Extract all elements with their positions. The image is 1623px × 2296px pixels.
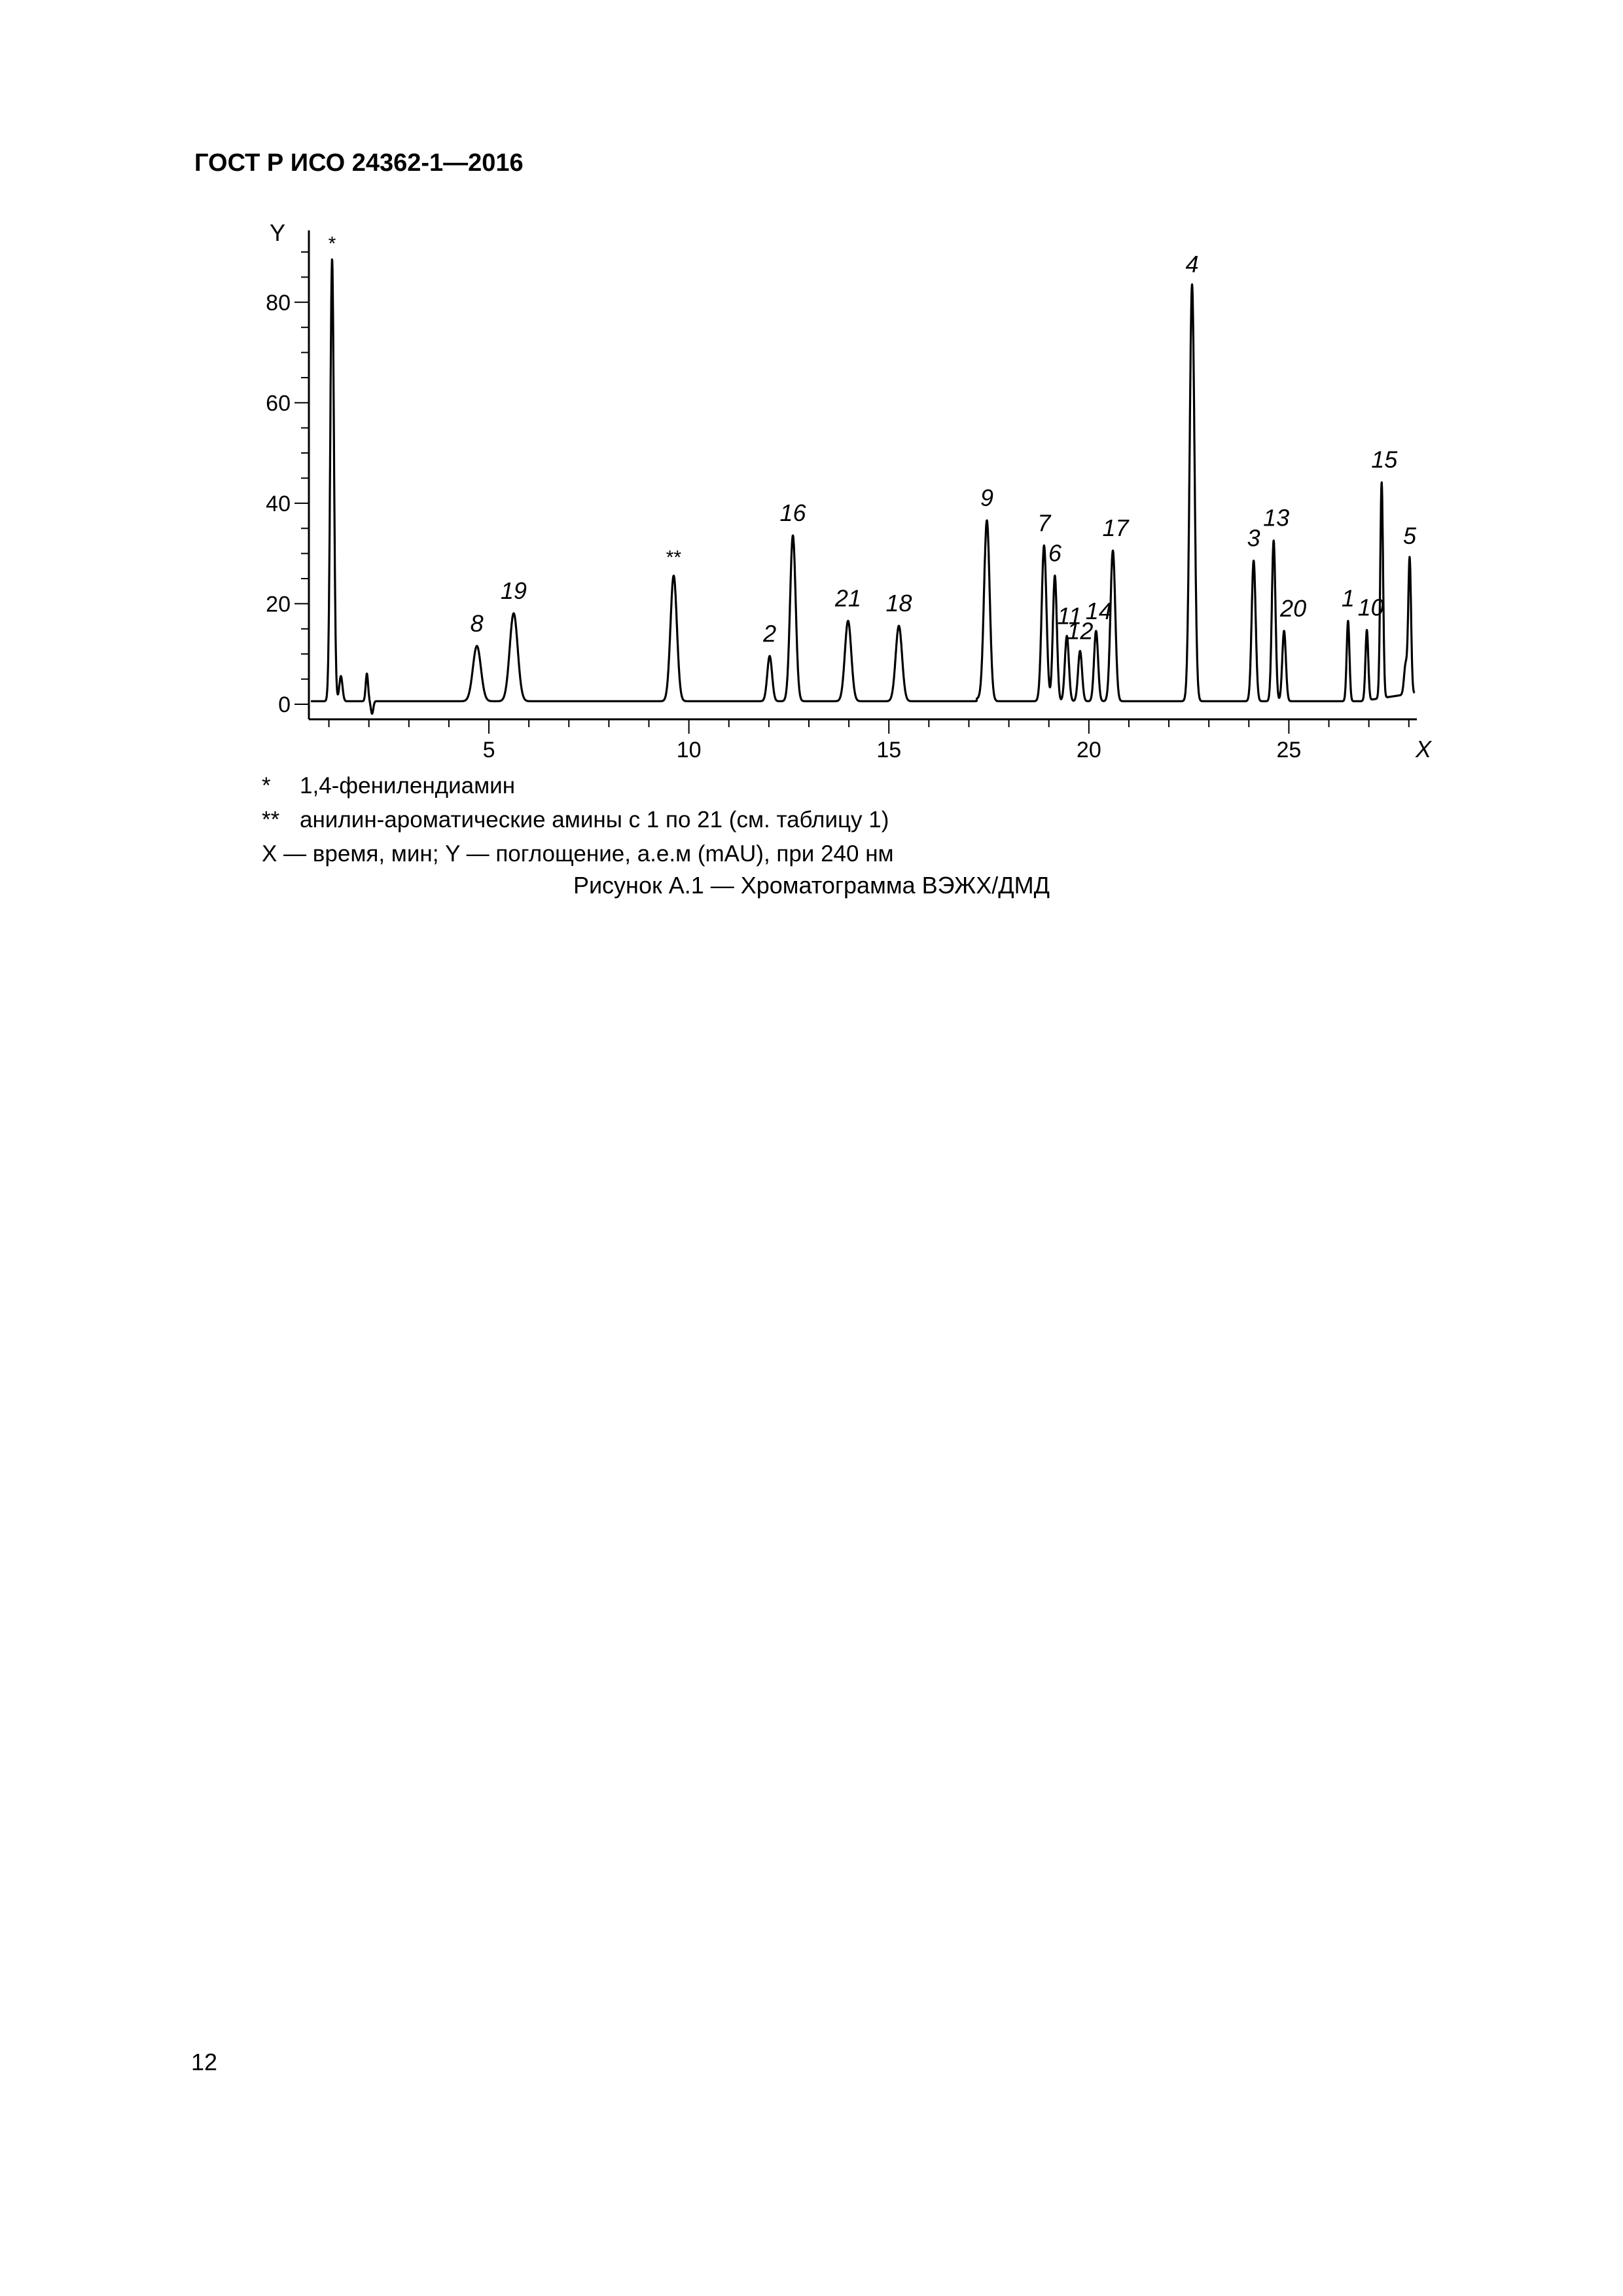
y-tick-label: 60 bbox=[266, 391, 291, 416]
peak-label: 13 bbox=[1263, 504, 1290, 531]
peak-label: 2 bbox=[763, 620, 777, 647]
legend-symbol: * bbox=[262, 773, 271, 798]
x-tick-label: 15 bbox=[876, 738, 902, 762]
peak-label: 1 bbox=[1341, 584, 1355, 612]
peak-label: 21 bbox=[834, 584, 861, 612]
x-tick-label: 20 bbox=[1076, 738, 1101, 762]
peak-label: 5 bbox=[1402, 522, 1417, 549]
x-axis-label: X bbox=[1415, 736, 1432, 762]
peak-label: 4 bbox=[1185, 251, 1199, 278]
document-header: ГОСТ Р ИСО 24362-1—2016 bbox=[194, 149, 524, 177]
peak-label: * bbox=[328, 232, 336, 255]
peak-label: 17 bbox=[1102, 514, 1129, 542]
figure-caption: Рисунок А.1 — Хроматограмма ВЭЖХ/ДМД bbox=[573, 872, 1050, 899]
peak-label: 8 bbox=[470, 609, 484, 637]
page-number: 12 bbox=[191, 2049, 218, 2075]
legend-text: анилин-ароматические амины с 1 по 21 (см. таблицу 1) bbox=[300, 807, 889, 833]
peak-label: 15 bbox=[1371, 446, 1398, 473]
peak-label: 14 bbox=[1085, 597, 1112, 624]
peak-label: 16 bbox=[779, 499, 806, 527]
peak-label: ** bbox=[666, 547, 682, 569]
peak-label: 18 bbox=[885, 590, 912, 617]
legend-text: 1,4-фенилендиамин bbox=[300, 773, 516, 798]
peak-label: 6 bbox=[1048, 539, 1061, 567]
peak-label: 12 bbox=[1067, 617, 1094, 645]
peak-label: 11 bbox=[1057, 602, 1082, 630]
y-tick-label: 40 bbox=[266, 491, 291, 516]
y-tick-label: 20 bbox=[266, 592, 291, 617]
peak-label: 9 bbox=[980, 484, 993, 511]
legend-symbol: ** bbox=[262, 807, 280, 833]
axes-note: X — время, мин; Y — поглощение, а.е.м (mAU), при 240 нм bbox=[262, 841, 894, 867]
peak-label: 3 bbox=[1247, 524, 1260, 552]
peak-label: 7 bbox=[1037, 509, 1051, 537]
y-axis-label: Y bbox=[269, 219, 286, 246]
y-tick-label: 80 bbox=[266, 290, 291, 315]
peak-label: 10 bbox=[1357, 594, 1384, 621]
chromatogram-trace bbox=[311, 259, 1415, 713]
peak-label: 19 bbox=[500, 577, 527, 605]
x-tick-label: 10 bbox=[676, 738, 702, 762]
x-tick-label: 5 bbox=[482, 738, 495, 762]
y-tick-label: 0 bbox=[278, 692, 291, 717]
peak-label: 20 bbox=[1280, 594, 1307, 622]
x-tick-label: 25 bbox=[1276, 738, 1302, 762]
